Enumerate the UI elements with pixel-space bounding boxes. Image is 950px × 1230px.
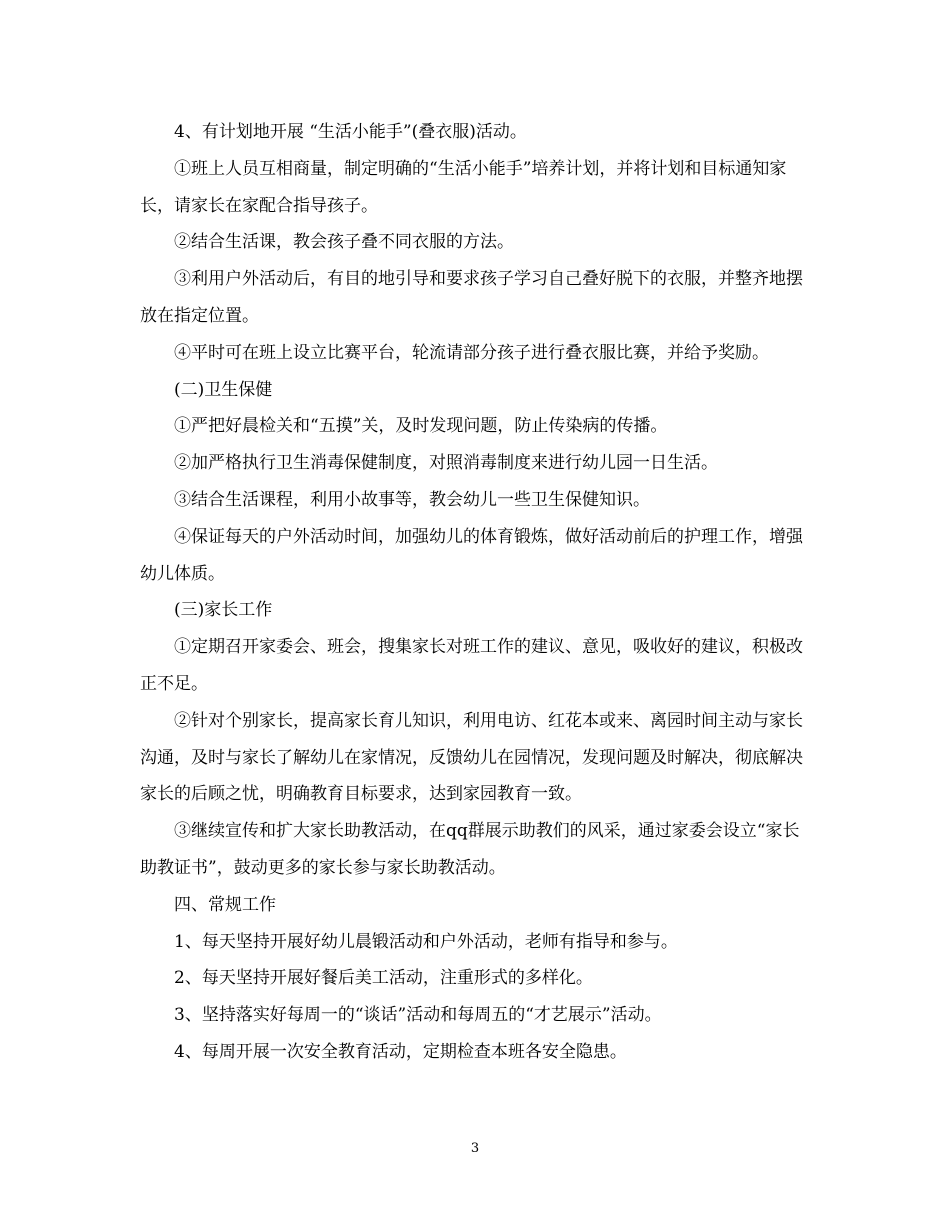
paragraph-communication: ②针对个别家长，提高家长育儿知识，利用电访、红花本或来、离园时间主动与家长沟通，及时与家长了解幼儿在家情况，反馈幼儿在园情况，发现问题及时解决，彻底解决家长的后顾之忧，明确教育目标要求，达到家园教育一致。 xyxy=(140,710,803,805)
body-text xyxy=(140,114,812,1071)
paragraph-routine-4: 4、每周开展一次安全教育活动，定期检查本班各安全隐患。 xyxy=(174,1041,627,1062)
paragraph-morning-check: ①严把好晨检关和“五摸”关，及时发现问题，防止传染病的传播。 xyxy=(174,416,668,437)
paragraph-outdoor-time: ④保证每天的户外活动时间，加强幼儿的体育锻炼，做好活动前后的护理工作，增强幼儿体质。 xyxy=(140,526,803,584)
paragraph-health-knowledge: ③结合生活课程，利用小故事等，教会幼儿一些卫生保健知识。 xyxy=(174,489,650,510)
section-heading-hygiene: (二)卫生保健 xyxy=(174,379,273,400)
paragraph-routine-1: 1、每天坚持开展好幼儿晨锻活动和户外活动，老师有指导和参与。 xyxy=(174,931,678,952)
paragraph-plan: ①班上人员互相商量，制定明确的“生活小能手”培养计划，并将计划和目标通知家长，请家长在家配合指导孩子。 xyxy=(140,158,787,216)
paragraph-outdoor: ③利用户外活动后，有目的地引导和要求孩子学习自己叠好脱下的衣服，并整齐地摆放在指定位置。 xyxy=(140,269,803,326)
paragraph-parent-assistants: ③继续宣传和扩大家长助教活动，在qq群展示助教们的风采，通过家委会设立“家长助教证书”，鼓动更多的家长参与家长助教活动。 xyxy=(140,821,800,878)
section-heading-parents: (三)家长工作 xyxy=(174,600,273,621)
paragraph-competition: ④平时可在班上设立比赛平台，轮流请部分孩子进行叠衣服比赛，并给予奖励。 xyxy=(174,342,769,363)
paragraph-routine-2: 2、每天坚持开展好餐后美工活动，注重形式的多样化。 xyxy=(174,968,593,989)
paragraph-meetings: ①定期召开家委会、班会，搜集家长对班工作的建议、意见，吸收好的建议，积极改正不足。 xyxy=(140,637,803,694)
page-number: 3 xyxy=(470,1141,480,1156)
paragraph-routine-3: 3、坚持落实好每周一的“谈话”活动和每周五的“才艺展示”活动。 xyxy=(174,1005,662,1026)
section-heading-routine: 四、常规工作 xyxy=(174,894,276,915)
paragraph-disinfection: ②加严格执行卫生消毒保健制度，对照消毒制度来进行幼儿园一日生活。 xyxy=(174,453,718,474)
paragraph-item-4-heading: 4、有计划地开展 “生活小能手”(叠衣服)活动。 xyxy=(174,122,527,142)
paragraph-life-class: ②结合生活课，教会孩子叠不同衣服的方法。 xyxy=(174,232,514,253)
